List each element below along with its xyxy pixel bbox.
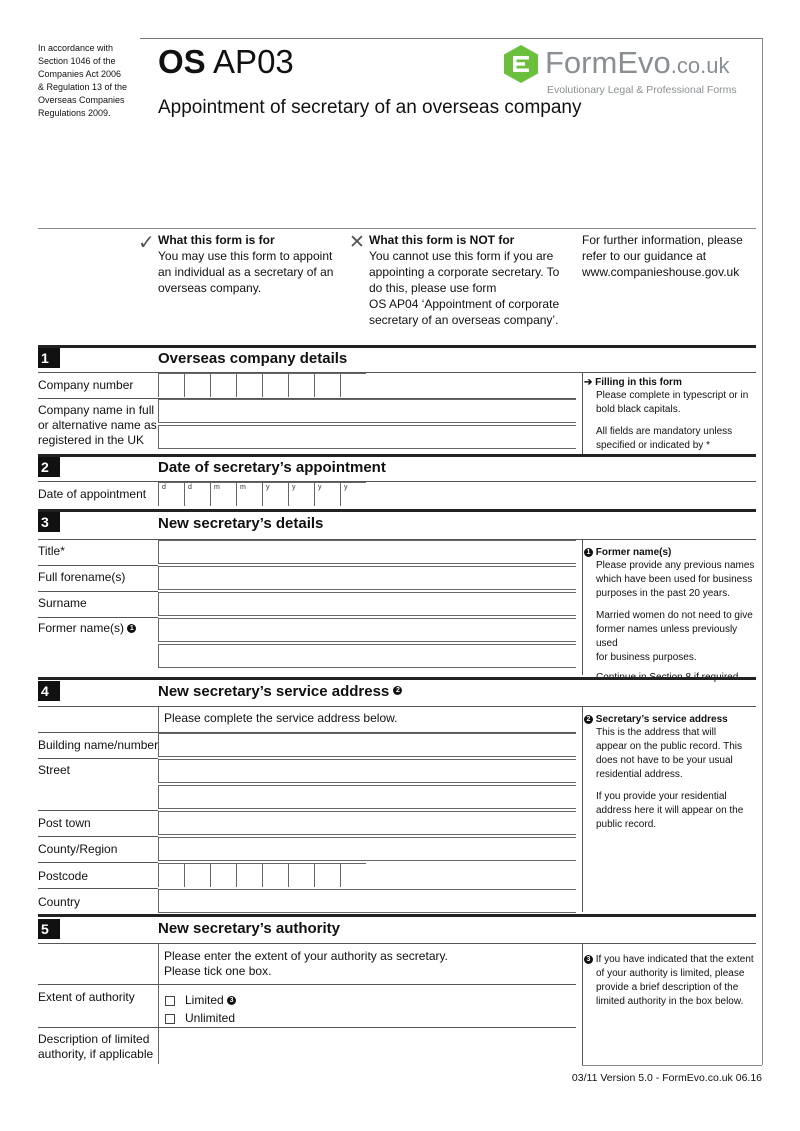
intro-for-line: You may use this form to appoint	[158, 249, 333, 263]
section-number: 2	[38, 457, 60, 477]
street-field-2[interactable]	[158, 785, 576, 809]
date-cell-month[interactable]: m	[236, 482, 262, 506]
unlimited-checkbox[interactable]	[165, 1014, 175, 1024]
company-name-label-line: Company name in full	[38, 403, 155, 417]
form-code	[158, 44, 294, 80]
row-rule	[38, 758, 158, 759]
section5-rule	[38, 914, 756, 917]
authority-instruction	[158, 944, 576, 984]
note-1-icon: 1	[584, 548, 593, 557]
date-cell-year[interactable]: y	[288, 482, 314, 506]
date-cell-year[interactable]: y	[314, 482, 340, 506]
row-rule	[38, 617, 158, 618]
row-rule	[38, 836, 158, 837]
option-label: Unlimited	[185, 1011, 236, 1025]
note-divider	[582, 943, 583, 1065]
company-number-cell[interactable]	[314, 373, 340, 397]
legal-line: Companies Act 2006	[38, 69, 122, 79]
note-former-names	[584, 546, 759, 685]
note-2-icon: 2	[584, 715, 593, 724]
description-label-line: authority, if applicable	[38, 1047, 154, 1061]
postcode-cell[interactable]	[314, 863, 340, 887]
date-label: Date of appointment	[38, 487, 147, 501]
postcode-label: Postcode	[38, 869, 89, 883]
postcode-cell[interactable]	[340, 863, 366, 887]
note-title: Former name(s)	[595, 547, 672, 558]
authority-options	[158, 985, 576, 1027]
note-line: This is the address that will	[596, 727, 717, 738]
legal-line: Section 1046 of the	[38, 56, 116, 66]
row-rule	[38, 862, 158, 863]
form-code-number: AP03	[213, 43, 294, 80]
note-2-icon: 2	[393, 686, 402, 695]
note-line: former names unless previously used	[596, 624, 738, 649]
header-rule	[140, 38, 762, 39]
company-number-cell[interactable]	[262, 373, 288, 397]
intro-for-line: an individual as a secretary of an	[158, 265, 334, 279]
note-line: If you have indicated that the extent	[595, 954, 754, 965]
company-number-cell[interactable]	[288, 373, 314, 397]
company-number-label: Company number	[38, 378, 134, 392]
county-field[interactable]	[158, 837, 576, 861]
legal-line: & Regulation 13 of the	[38, 82, 128, 92]
note-3-icon: 3	[227, 996, 236, 1005]
note-line: residential address.	[596, 769, 683, 780]
section-number: 4	[38, 681, 60, 701]
instruction-line: Please enter the extent of your authority as secretary.	[164, 949, 448, 963]
county-label: County/Region	[38, 842, 118, 856]
form-code-bold: OS	[158, 43, 206, 80]
company-number-cell[interactable]	[158, 373, 184, 397]
surname-label: Surname	[38, 596, 87, 610]
section-title: New secretary’s authority	[158, 920, 341, 937]
further-info-line: For further information, please	[582, 233, 743, 247]
title-field[interactable]	[158, 540, 576, 564]
bottom-rule	[582, 1065, 762, 1066]
country-label: Country	[38, 895, 81, 909]
date-cell-month[interactable]: m	[210, 482, 236, 506]
intro-for	[158, 232, 348, 296]
row-rule	[38, 810, 158, 811]
formevo-logo-icon	[501, 44, 541, 84]
post-town-label: Post town	[38, 816, 91, 830]
limited-checkbox[interactable]	[165, 996, 175, 1006]
section-number: 5	[38, 919, 60, 939]
arrow-right-icon: ➔	[584, 377, 596, 388]
section-title: Date of secretary’s appointment	[158, 459, 386, 476]
note-title: Secretary’s service address	[595, 714, 728, 725]
street-field-1[interactable]	[158, 759, 576, 783]
option-limited[interactable]	[165, 991, 576, 1009]
postcode-cell[interactable]	[158, 863, 184, 887]
date-cell-year[interactable]: y	[262, 482, 288, 506]
postcode-cell[interactable]	[184, 863, 210, 887]
section-number: 3	[38, 512, 60, 532]
country-field[interactable]	[158, 889, 576, 913]
legal-line: Regulations 2009.	[38, 108, 111, 118]
company-name-label-line: or alternative name as	[38, 418, 157, 432]
note-line: does not have to be your usual	[596, 755, 733, 766]
note-line: public record.	[596, 819, 657, 830]
intro-for-title: What this form is for	[158, 233, 275, 247]
company-name-label-line: registered in the UK	[38, 433, 145, 447]
postcode-cells[interactable]	[158, 863, 368, 889]
row-rule	[38, 888, 158, 889]
note-line: All fields are mandatory unless	[596, 426, 733, 437]
legal-line: In accordance with	[38, 43, 114, 53]
note-divider	[582, 372, 583, 454]
address-instruction: Please complete the service address below.	[158, 707, 576, 732]
note-line: specified or indicated by *	[596, 440, 710, 451]
note-filling-form	[584, 376, 759, 453]
section4-rule	[38, 677, 756, 680]
section1-rule	[38, 345, 756, 348]
logo-main: FormEvo	[545, 45, 671, 80]
note-line: appear on the public record. This	[596, 741, 743, 752]
logo-tagline: Evolutionary Legal & Professional Forms	[547, 84, 737, 96]
note-divider	[582, 539, 583, 675]
postcode-cell[interactable]	[262, 863, 288, 887]
note-title: Filling in this form	[595, 377, 682, 388]
right-border	[762, 38, 763, 1065]
description-label	[38, 1032, 153, 1062]
company-number-cell[interactable]	[236, 373, 262, 397]
company-number-cells[interactable]	[158, 373, 368, 397]
note-line: bold black capitals.	[596, 404, 681, 415]
note-line: Continue in Section 8 if required.	[596, 672, 742, 683]
postcode-cell[interactable]	[288, 863, 314, 887]
description-label-line: Description of limited	[38, 1032, 150, 1046]
intro-for-line: overseas company.	[158, 281, 262, 295]
post-town-field[interactable]	[158, 811, 576, 835]
extent-label: Extent of authority	[38, 990, 135, 1004]
company-number-cell[interactable]	[184, 373, 210, 397]
legal-reference	[38, 42, 127, 120]
company-name-label	[38, 403, 157, 448]
intro-rule	[38, 228, 756, 229]
building-label: Building name/number	[38, 738, 159, 752]
title-label: Title*	[38, 544, 65, 558]
option-label: Limited	[185, 993, 224, 1007]
note-line: If you provide your residential	[596, 791, 727, 802]
note-3-icon: 3	[584, 955, 593, 964]
instruction-line: Please tick one box.	[164, 964, 272, 978]
note-line: Please complete in typescript or in	[596, 390, 749, 401]
checkmark-icon: ✓	[138, 232, 155, 254]
note-line: for business purposes.	[596, 652, 697, 663]
note-line: limited authority in the box below.	[596, 996, 744, 1007]
note-line: Please provide any previous names	[596, 560, 755, 571]
former-names-field-2[interactable]	[158, 644, 576, 668]
forenames-field[interactable]	[158, 566, 576, 590]
former-names-text: Former name(s)	[38, 621, 125, 635]
row-rule	[38, 565, 158, 566]
former-names-label	[38, 621, 136, 636]
note-1-icon: 1	[127, 624, 136, 633]
description-field[interactable]	[158, 1028, 576, 1064]
building-field[interactable]	[158, 733, 576, 757]
section2-subrule	[38, 481, 756, 482]
company-number-cell[interactable]	[340, 373, 366, 397]
section-title: New secretary’s details	[158, 515, 324, 532]
date-cells[interactable]	[158, 482, 368, 506]
note-line: provide a brief description of the	[596, 982, 739, 993]
note-line: purposes in the past 20 years.	[596, 588, 730, 599]
further-info-line: www.companieshouse.gov.uk	[582, 265, 740, 279]
section3-rule	[38, 509, 756, 512]
intro-not-for-line: do this, please use form	[369, 281, 497, 295]
intro-not-for	[369, 232, 569, 328]
logo-suffix: .co.uk	[670, 53, 730, 78]
section2-rule	[38, 454, 756, 457]
cross-icon: ✕	[349, 232, 365, 253]
intro-not-for-title: What this form is NOT for	[369, 233, 515, 247]
intro-further-info	[582, 232, 757, 280]
section-title: Overseas company details	[158, 350, 348, 367]
further-info-line: refer to our guidance at	[582, 249, 707, 263]
note-line: Married women do not need to give	[596, 610, 753, 621]
intro-not-for-line: secretary of an overseas company’.	[369, 313, 559, 327]
surname-field[interactable]	[158, 592, 576, 616]
note-authority	[584, 953, 759, 1009]
intro-not-for-line: appointing a corporate secretary. To	[369, 265, 560, 279]
section1-subrule	[38, 372, 756, 373]
date-cell-day[interactable]: d	[158, 482, 184, 506]
section-title-text: New secretary’s service address	[158, 683, 390, 700]
forenames-label: Full forename(s)	[38, 570, 126, 584]
legal-line: Overseas Companies	[38, 95, 125, 105]
note-divider	[582, 706, 583, 912]
option-unlimited[interactable]	[165, 1009, 576, 1027]
form-title: Appointment of secretary of an overseas company	[158, 97, 582, 118]
company-number-cell[interactable]	[210, 373, 236, 397]
note-service-address	[584, 713, 759, 832]
section-number: 1	[38, 348, 60, 368]
logo-wordmark	[545, 46, 729, 83]
date-cell-year[interactable]: y	[340, 482, 366, 506]
section-title	[158, 683, 402, 700]
footer-version: 03/11 Version 5.0 - FormEvo.co.uk 06.16	[571, 1072, 762, 1084]
postcode-cell[interactable]	[236, 863, 262, 887]
company-name-field-2[interactable]	[158, 425, 576, 449]
postcode-cell[interactable]	[210, 863, 236, 887]
note-line: address here it will appear on the	[596, 805, 744, 816]
date-cell-day[interactable]: d	[184, 482, 210, 506]
former-names-field-1[interactable]	[158, 618, 576, 642]
street-label: Street	[38, 763, 71, 777]
row-rule	[38, 591, 158, 592]
intro-not-for-line: OS AP04 ‘Appointment of corporate	[369, 297, 560, 311]
note-line: which have been used for business	[596, 574, 753, 585]
intro-not-for-line: You cannot use this form if you are	[369, 249, 554, 263]
company-name-field-1[interactable]	[158, 399, 576, 423]
note-line: of your authority is limited, please	[596, 968, 745, 979]
